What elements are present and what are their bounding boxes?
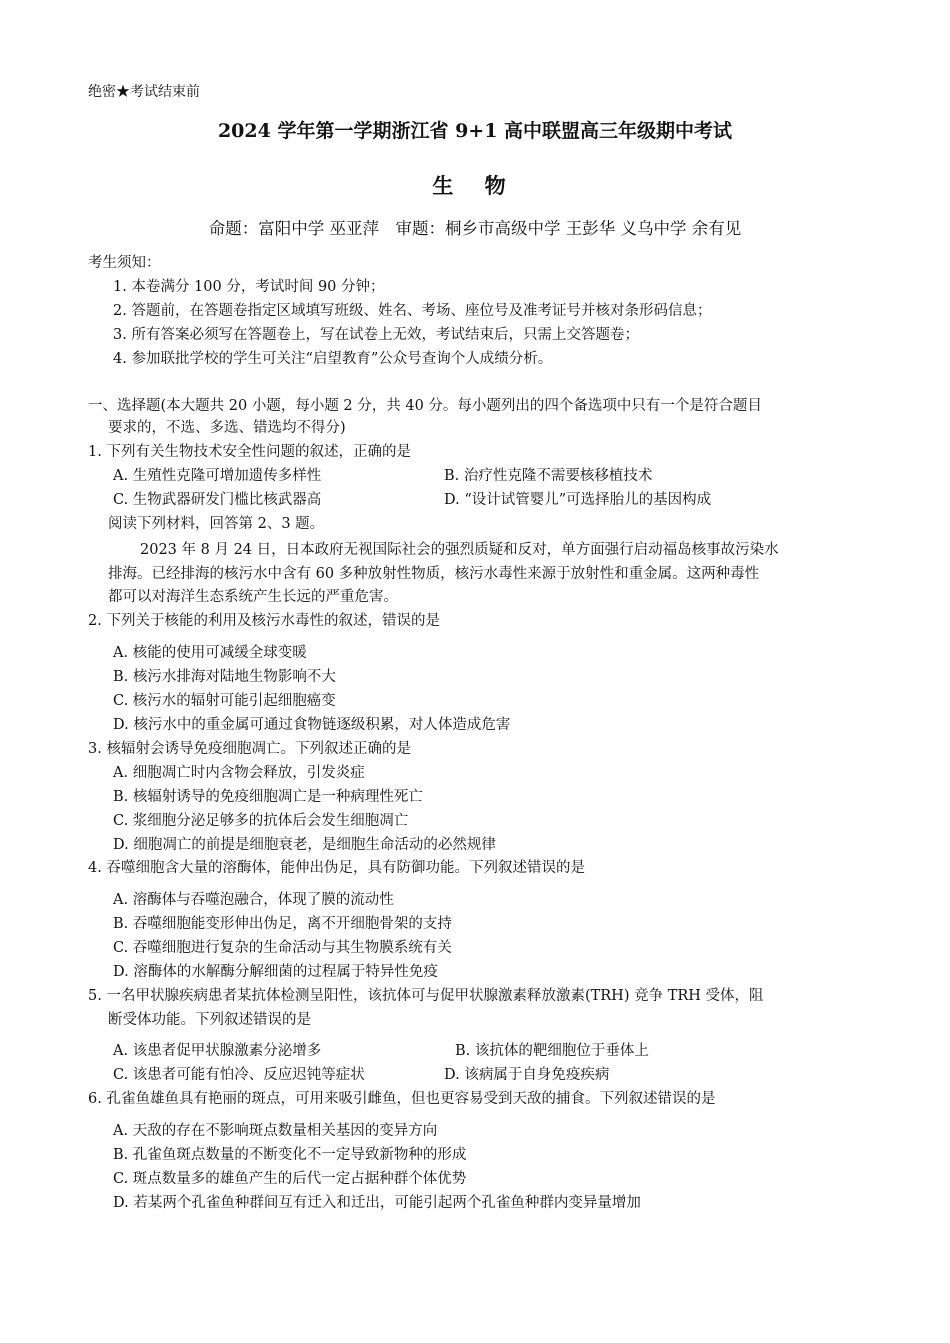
question-stem: 3. 核辐射会诱导免疫细胞凋亡。下列叙述正确的是 bbox=[88, 741, 411, 757]
material-paragraph: 2023 年 8 月 24 日，日本政府无视国际社会的强烈质疑和反对，单方面强行启动福岛核事故污染水 bbox=[140, 542, 779, 558]
notice-item: 3. 所有答案必须写在答题卷上，写在试卷上无效，考试结束后，只需上交答题卷； bbox=[113, 327, 639, 343]
question-stem: 5. 一名甲状腺疾病患者某抗体检测呈阳性，该抗体可与促甲状腺激素释放激素(TRH) 竞争 TRH 受体，阻 bbox=[88, 988, 764, 1004]
option-d: D. 溶酶体的水解酶分解细菌的过程属于特异性免疫 bbox=[113, 964, 438, 980]
authors-line: 命题：富阳中学 巫亚萍 审题：桐乡市高级中学 王彭华 义乌中学 余有见 bbox=[208, 219, 742, 238]
option-b: B. 核辐射诱导的免疫细胞凋亡是一种病理性死亡 bbox=[113, 789, 423, 805]
option-b: B. 孔雀鱼斑点数量的不断变化不一定导致新物种的形成 bbox=[113, 1147, 467, 1163]
option-a: A. 天敌的存在不影响斑点数量相关基因的变异方向 bbox=[113, 1123, 438, 1139]
question-stem: 2. 下列关于核能的利用及核污水毒性的叙述，错误的是 bbox=[88, 613, 440, 629]
notice-heading: 考生须知： bbox=[88, 255, 161, 271]
section-heading-cont: 要求的，不选、多选、错选均不得分) bbox=[108, 420, 346, 436]
option-a: A. 溶酶体与吞噬泡融合，体现了膜的流动性 bbox=[113, 892, 394, 908]
question-stem-cont: 断受体功能。下列叙述错误的是 bbox=[108, 1012, 311, 1028]
option-a: A. 生殖性克隆可增加遗传多样性 bbox=[113, 468, 322, 484]
option-c: C. 浆细胞分泌足够多的抗体后会发生细胞凋亡 bbox=[113, 813, 409, 829]
notice-item: 2. 答题前，在答题卷指定区域填写班级、姓名、考场、座位号及准考证号并核对条形码信息； bbox=[113, 303, 712, 319]
exam-title: 2024 学年第一学期浙江省 9+1 高中联盟高三年级期中考试 bbox=[217, 120, 733, 142]
notice-item: 4. 参加联批学校的学生可关注“启望教育”公众号查询个人成绩分析。 bbox=[113, 351, 553, 367]
option-d: D. 核污水中的重金属可通过食物链逐级积累，对人体造成危害 bbox=[113, 717, 511, 733]
option-d: D. 该病属于自身免疫疾病 bbox=[444, 1067, 610, 1083]
option-b: B. 治疗性克隆不需要核移植技术 bbox=[444, 468, 653, 484]
option-c: C. 吞噬细胞进行复杂的生命活动与其生物膜系统有关 bbox=[113, 940, 452, 956]
option-a: A. 细胞凋亡时内含物会释放，引发炎症 bbox=[113, 765, 365, 781]
option-d: D. “设计试管婴儿”可选择胎儿的基因构成 bbox=[444, 492, 712, 508]
question-stem: 1. 下列有关生物技术安全性问题的叙述，正确的是 bbox=[88, 444, 411, 460]
confidential-label: 绝密★考试结束前 bbox=[88, 84, 200, 100]
option-a: A. 该患者促甲状腺激素分泌增多 bbox=[113, 1043, 322, 1059]
option-b: B. 核污水排海对陆地生物影响不大 bbox=[113, 669, 336, 685]
option-d: D. 细胞凋亡的前提是细胞衰老，是细胞生命活动的必然规律 bbox=[113, 837, 496, 853]
option-c: C. 核污水的辐射可能引起细胞癌变 bbox=[113, 693, 336, 709]
section-heading: 一、选择题(本大题共 20 小题，每小题 2 分，共 40 分。每小题列出的四个备选项中只有一个是符合题目 bbox=[88, 398, 762, 414]
option-b: B. 该抗体的靶细胞位于垂体上 bbox=[455, 1043, 649, 1059]
question-stem: 6. 孔雀鱼雄鱼具有艳丽的斑点，可用来吸引雌鱼，但也更容易受到天敌的捕食。下列叙述错误的是 bbox=[88, 1091, 716, 1107]
option-c: C. 该患者可能有怕冷、反应迟钝等症状 bbox=[113, 1067, 365, 1083]
material-intro: 阅读下列材料，回答第 2、3 题。 bbox=[108, 516, 325, 532]
option-d: D. 若某两个孔雀鱼种群间互有迁入和迁出，可能引起两个孔雀鱼种群内变异量增加 bbox=[113, 1195, 641, 1211]
option-a: A. 核能的使用可减缓全球变暖 bbox=[113, 645, 307, 661]
notice-item: 1. 本卷满分 100 分，考试时间 90 分钟； bbox=[113, 279, 385, 295]
option-b: B. 吞噬细胞能变形伸出伪足，离不开细胞骨架的支持 bbox=[113, 916, 452, 932]
question-stem: 4. 吞噬细胞含大量的溶酶体，能伸出伪足，具有防御功能。下列叙述错误的是 bbox=[88, 860, 585, 876]
option-c: C. 斑点数量多的雄鱼产生的后代一定占据种群个体优势 bbox=[113, 1171, 467, 1187]
material-paragraph: 都可以对海洋生态系统产生长远的严重危害。 bbox=[108, 589, 398, 605]
material-paragraph: 排海。已经排海的核污水中含有 60 多种放射性物质，核污水毒性来源于放射性和重金属。这两种毒性 bbox=[108, 566, 760, 582]
option-c: C. 生物武器研发门槛比核武器高 bbox=[113, 492, 322, 508]
subject-title: 生 物 bbox=[432, 173, 518, 198]
